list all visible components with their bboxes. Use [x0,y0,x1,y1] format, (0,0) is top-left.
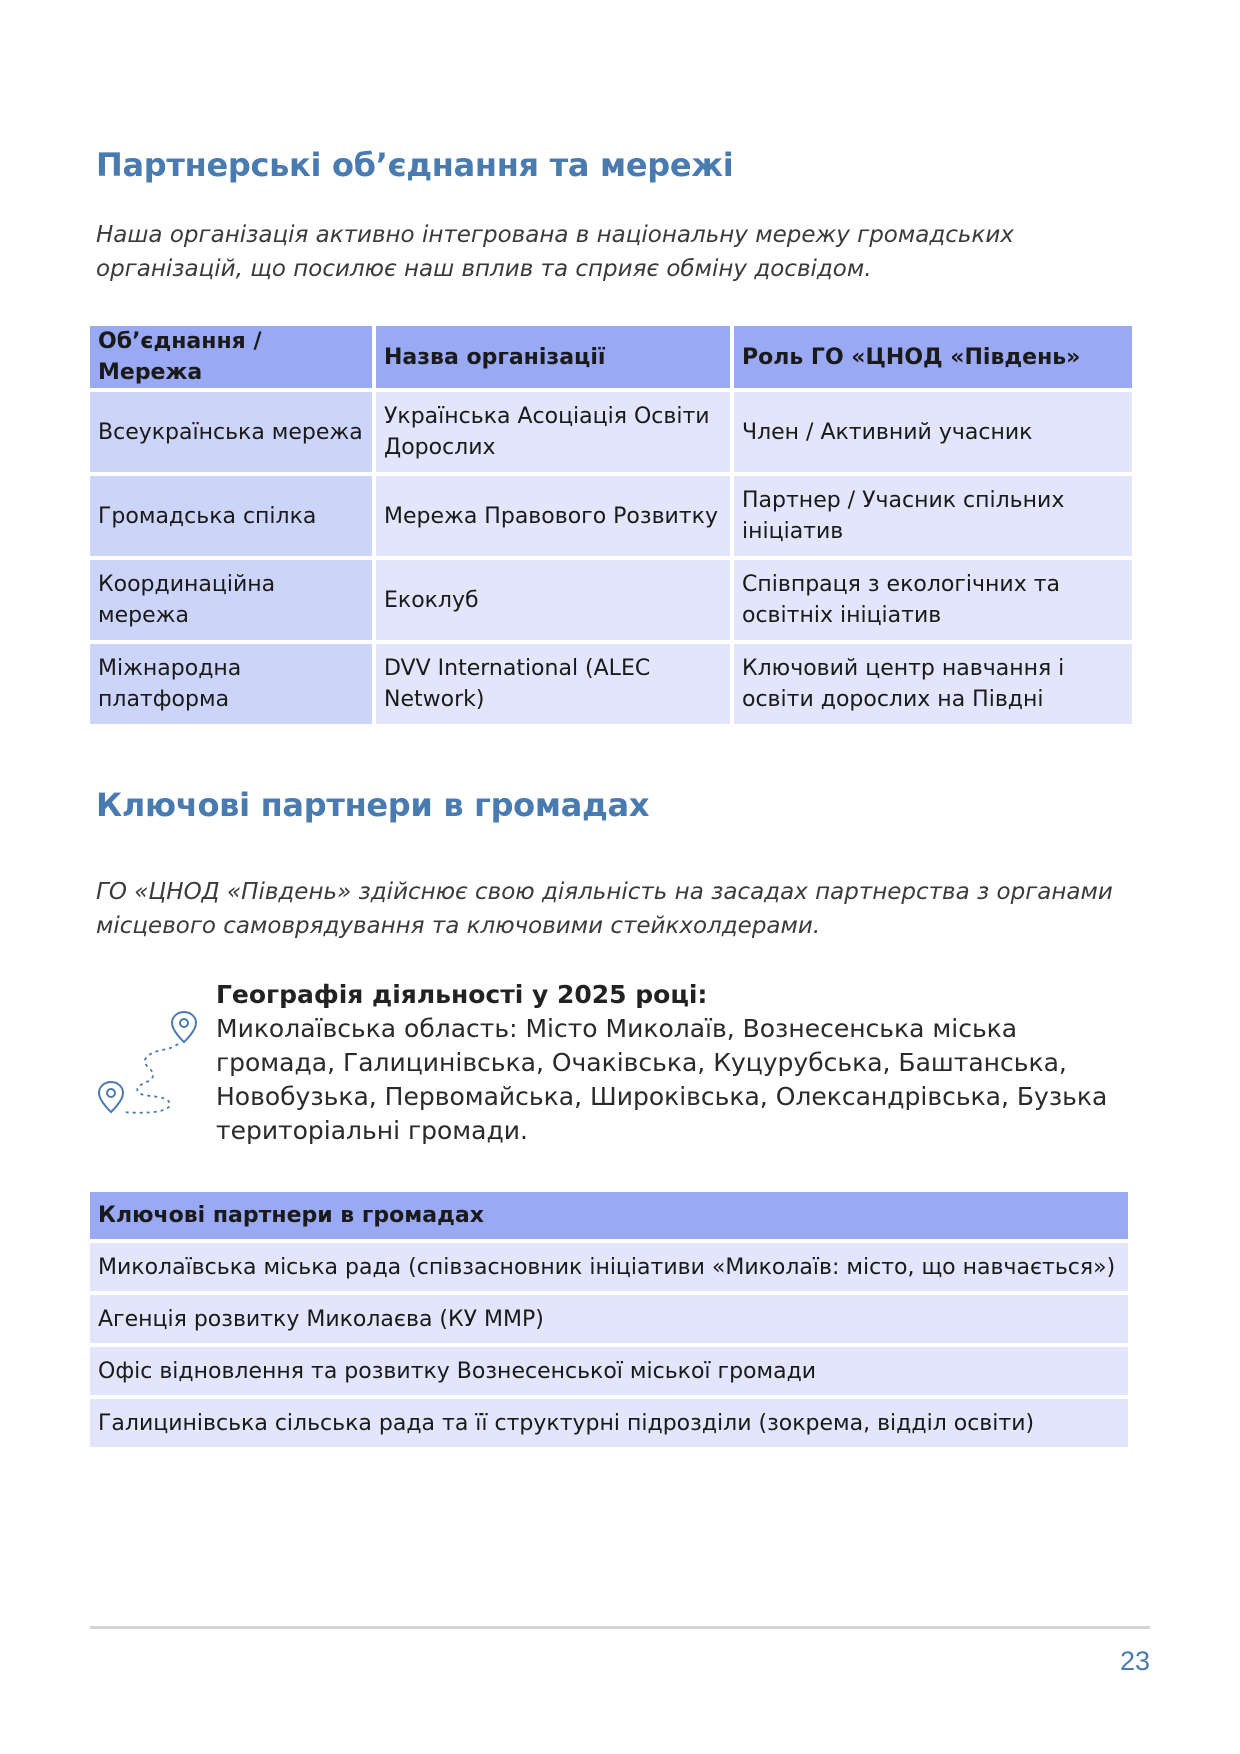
column-header: Ключові партнери в громадах [90,1192,1128,1239]
community-partners-table [86,1188,1132,1451]
table-cell: Партнер / Учасник спільних ініціатив [734,476,1132,556]
column-header: Назва організації [376,326,730,388]
table-cell: Агенція розвитку Миколаєва (КУ ММР) [90,1295,1128,1343]
table-cell: Ключовий центр навчання і освіти дорослих на Півдні [734,644,1132,724]
table-row [90,560,1132,640]
geography-text: Миколаївська область: Місто Миколаїв, Вознесенська міська громада, Галицинівська, Очаківська, Куцурубська, Баштанська, Новобузька, Первомайська, Широківська, Олександрівська, Бузька територіальні громади. [216,1014,1108,1145]
networks-table [86,322,1136,728]
table-cell: Співпраця з екологічних та освітніх ініціатив [734,560,1132,640]
section-intro-community-partners: ГО «ЦНОД «Південь» здійснює свою діяльність на засадах партнерства з органами місцевого самоврядування та ключовими стейкхолдерами. [96,879,1113,939]
table-cell: Всеукраїнська мережа [90,392,372,472]
table-cell: Українська Асоціація Освіти Дорослих [376,392,730,472]
table-header-row [90,1192,1128,1239]
table-cell: Галицинівська сільська рада та її структурні підрозділи (зокрема, відділ освіти) [90,1399,1128,1447]
table-cell: Офіс відновлення та розвитку Вознесенської міської громади [90,1347,1128,1395]
section-intro-networks: Наша організація активно інтегрована в національну мережу громадських організацій, що посилює наш вплив та сприяє обміну досвідом. [96,222,1014,282]
section-title-networks: Партнерські об’єднання та мережі [96,146,734,184]
table-row [90,476,1132,556]
footer-divider [90,1626,1150,1629]
table-cell: Координаційна мережа [90,560,372,640]
table-row [90,1347,1128,1395]
table-cell: Міжнародна платформа [90,644,372,724]
column-header: Роль ГО «ЦНОД «Південь» [734,326,1132,388]
table-header-row [90,326,1132,388]
table-row [90,392,1132,472]
table-cell: Член / Активний учасник [734,392,1132,472]
table-cell: Громадська спілка [90,476,372,556]
table-cell: Мережа Правового Розвитку [376,476,730,556]
map-route-icon [96,1010,206,1120]
section-title-community-partners: Ключові партнери в громадах [96,786,650,824]
table-row [90,1295,1128,1343]
table-cell: DVV International (ALEC Network) [376,644,730,724]
table-row [90,1399,1128,1447]
geography-title: Географія діяльності у 2025 році: [216,980,708,1009]
geography-block [216,978,1116,1148]
table-row [90,644,1132,724]
table-cell: Миколаївська міська рада (співзасновник ініціативи «Миколаїв: місто, що навчається») [90,1243,1128,1291]
column-header: Об’єднання / Мережа [90,326,372,388]
table-row [90,1243,1128,1291]
table-cell: Екоклуб [376,560,730,640]
page-number: 23 [1120,1646,1151,1676]
